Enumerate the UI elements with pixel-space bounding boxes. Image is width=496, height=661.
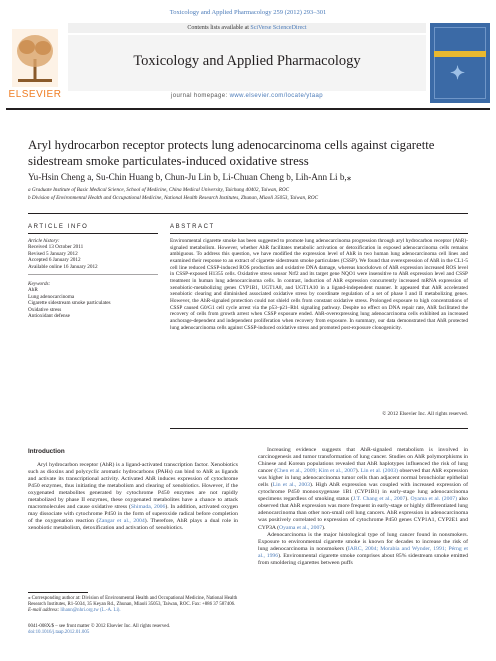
citation-link[interactable]: Lin et al., 2003 xyxy=(272,482,310,489)
abstract-end-divider xyxy=(170,428,468,429)
journal-reference: Toxicology and Applied Pharmacology 259 (2012) 293–301 xyxy=(169,9,327,16)
intro-paragraph xyxy=(258,447,468,532)
front-matter-info xyxy=(28,624,238,636)
intro-text: also observed that AhR expression was more frequent in early-stage or highly differentiated lung adenocarcinoma than other non-small cell lung cancers. AhR expression in adenocarcinoma was positively correlated to expression of cytochrome P450 genes CYP1A1, CYP2E1 and CYP3A ( xyxy=(258,496,468,531)
email-link[interactable]: lihann@nhri.org.tw (L.-A. Li). xyxy=(60,608,121,613)
abstract-divider xyxy=(170,233,468,234)
intro-paragraph xyxy=(258,532,468,567)
intro-text: ). xyxy=(355,468,361,475)
keyword: Antioxidant defense xyxy=(28,313,70,320)
keyword: AhR xyxy=(28,287,38,294)
homepage-link[interactable]: www.elsevier.com/locate/ytaap xyxy=(229,93,323,99)
cover-band xyxy=(434,51,486,57)
intro-text: ). xyxy=(405,496,411,503)
keywords-divider xyxy=(28,274,158,275)
intro-text: Increasing evidence suggests that AhR-signaled metabolism is involved in carcinogenesis and tumor transformation of lung cancer. Studies on AhR polymorphisms in Chinese and Korean populations revealed that AhR haplotypes influenced the risk of lung cancer ( xyxy=(258,447,468,475)
citation-link[interactable]: Oyama et al. (2007) xyxy=(410,496,458,503)
keyword: Oxidative stress xyxy=(28,306,62,313)
publisher-logo xyxy=(6,23,64,103)
doi-link[interactable]: doi:10.1016/j.taap.2012.01.005 xyxy=(28,630,90,635)
journal-title-box xyxy=(68,35,426,91)
citation-link[interactable]: Shimada, 2006 xyxy=(130,504,166,511)
history-online: Available online 16 January 2012 xyxy=(28,263,98,270)
footnote-email xyxy=(28,608,238,614)
footnote-text: ⁎ Corresponding author at: Division of Environmental Health and Occupational Medicine, National Health Research Institutes, R1-5034, 35 Keyan Rd., Zhunan, Miaoli 35053, Taiwan, ROC. Fax: +886 37 587406. xyxy=(28,596,238,607)
intro-text: ). Therefore, AhR plays a dual role in xenobiotic metabolism, detoxification and activation of xenobiotics. xyxy=(28,518,238,532)
intro-text: Adenocarcinoma is the major histological type of lung cancer found in nonsmokers. Exposure to environmental cigarette smoke is known for decades to increase the risk of lung adenocarcinoma in nonsmokers ( xyxy=(258,531,468,552)
tree-logo-icon xyxy=(12,29,58,87)
journal-title: Toxicology and Applied Pharmacology xyxy=(133,53,361,69)
journal-cover-image xyxy=(430,23,490,103)
introduction-heading: Introduction xyxy=(28,448,65,455)
intro-text: ). Environmental cigarette smoke comprises about 85% sidestream smoke emitted from smoldering cigarettes between puffs xyxy=(258,552,468,566)
intro-text: ). In addition, activated oxygen may dissociate with cytochrome P450 in the form of superoxide radical before completion of the oxygenation reaction ( xyxy=(28,504,238,525)
publisher-name: ELSEVIER xyxy=(8,89,62,100)
citation-link[interactable]: Lin et al. (2003) xyxy=(360,468,398,475)
corresponding-author-footnote xyxy=(28,596,238,614)
affiliation-a: a Graduate Institute of Basic Medical Science, School of Medicine, China Medical University, Taichung 40402, Taiwan, ROC xyxy=(28,187,290,193)
keywords-label: Keywords: xyxy=(28,281,51,287)
contents-text: Contents lists available at xyxy=(187,25,251,31)
contents-bar xyxy=(68,23,426,33)
article-title: Aryl hydrocarbon receptor protects lung adenocarcinoma cells against cigarette sidestream smoke particulates-induced oxidative stress xyxy=(28,138,435,168)
history-accepted: Accepted 6 January 2012 xyxy=(28,257,81,264)
article-history xyxy=(28,238,158,270)
email-label: E-mail address: xyxy=(28,608,61,613)
issn-line: 0041-008X/$ – see front matter © 2012 Elsevier Inc. All rights reserved. xyxy=(28,624,171,629)
article-authors: Yu-Hsin Cheng a, Su-Chin Huang b, Chun-Ju Lin b, Li-Chuan Cheng b, Lih-Ann Li b,⁎ xyxy=(28,172,352,182)
intro-text: Aryl hydrocarbon receptor (AhR) is a ligand-activated transcription factor. Xenobiotics such as dioxins and polycyclic aromatic hydrocarbons (PAHs) can bind to AhR as ligands and activate its transcriptional activity. Activated AhR induces expression of cytochrome P450 enzymes, thus initiating the metabolism and clearing of xenobiotics. However, if the oxygenated metabolites generated by cytochrome P450 enzymes are not rapidly metabolized by phase II enzymes, these oxygenated metabolites have a chance to attack macromolecules and cause oxidative stress ( xyxy=(28,462,238,511)
cover-emblem-icon: ✦ xyxy=(450,63,466,83)
citation-link[interactable]: Zangar et al., 2004 xyxy=(98,518,145,525)
abstract-text: Environmental cigarette smoke has been suggested to promote lung adenocarcinoma progression through aryl hydrocarbon receptor (AhR)-signaled metabolism. However, whether AhR facilitates metabolic activation or detoxification in exposed adenocarcinoma cells remains ambiguous. To address this question, we have modified the expression level of AhR in two human lung adenocarcinoma cell lines and examined their response to an extract of cigarette sidestream smoke particulates (CSSP). We found that overexpression of AhR in the CL1-5 cell line reduced CSSP-induced ROS production and oxidative DNA damage, whereas knockdown of AhR expression increased ROS level in CSSP-exposed H1355 cells. Oxidative stress sensor Nrf2 and its target gene NQO1 were insensitive to AhR expression level and CSSP treatment in human lung adenocarcinoma cells. In contrast, induction of AhR expression concurrently increased mRNA expression of xenobiotic-metabolizing genes CYP1B1, UGT1A8, and UGT1A10 in a ligand-independent manner. It appeared that AhR accelerated xenobiotic clearing and diminished associated oxidative stress by coordinate regulation of a set of phase I and II metabolizing genes. However, the AhR-signaled protection could not shield cells from constant oxidative stress. Prolonged exposure to high concentrations of CSSP caused G0/G1 cell cycle arrest via the p53–p21–Rb1 signaling pathway. Despite no effect on DNA repair rate, AhR facilitated the recovery of cells from growth arrest when CSSP exposure ended. AhR-overexpressing lung adenocarcinoma cells exhibited an increased anchorage-dependent and independent proliferation when recovery from exposure. In summary, our data demonstrated that AhR protected lung adenocarcinoma cells against CSSP-induced oxidative stress and promoted post-exposure clonogenicity. xyxy=(170,238,468,331)
citation-link[interactable]: Oyama et al., 2007 xyxy=(279,524,323,531)
citation-link[interactable]: Chen et al., 2009; Kim et al., 2007 xyxy=(276,468,356,475)
homepage-label: journal homepage: xyxy=(171,93,230,99)
abstract-heading: ABSTRACT xyxy=(170,224,215,230)
intro-text: ). High AhR expression was coupled with increased expression of cytochrome P450 monooxygenase 1B1 (CYP1B1) in early-stage lung adenocarcinoma specimens regardless of smoking status ( xyxy=(258,482,468,503)
info-divider xyxy=(28,233,158,234)
intro-column-right xyxy=(258,447,468,567)
journal-homepage xyxy=(68,93,426,99)
article-info-heading: ARTICLE INFO xyxy=(28,224,89,230)
intro-paragraph xyxy=(28,462,238,532)
abstract-copyright: © 2012 Elsevier Inc. All rights reserved. xyxy=(382,411,468,417)
affiliation-b: b Division of Environmental Health and Occupational Medicine, National Health Research Institutes, Zhunan, Miaoli 35053, Taiwan, ROC xyxy=(28,195,319,201)
keyword: Lung adenocarcinoma xyxy=(28,293,75,300)
history-received: Received 13 October 2011 xyxy=(28,244,84,251)
header-divider xyxy=(28,213,468,214)
citation-link[interactable]: J.T. Chang et al., 2007 xyxy=(352,496,406,503)
footnote-divider xyxy=(28,592,88,593)
journal-masthead xyxy=(6,23,490,105)
keywords-list xyxy=(28,281,158,319)
masthead-divider xyxy=(6,108,490,110)
citation-link[interactable]: IARC, 2004; Morabia and Wynder, 1991; Pérng et al., 1996 xyxy=(258,545,468,559)
intro-text: observed that AhR expression was higher in lung adenocarcinoma tumor cells than adjacent normal bronchiolar epithelial cells ( xyxy=(258,468,468,489)
intro-column-left xyxy=(28,462,238,532)
keyword: Cigarette sidestream smoke particulates xyxy=(28,300,111,307)
sciencedirect-link[interactable]: SciVerse ScienceDirect xyxy=(250,25,307,31)
history-revised: Revised 5 January 2012 xyxy=(28,250,78,257)
history-label: Article history: xyxy=(28,238,60,244)
intro-text: ). xyxy=(322,524,326,531)
